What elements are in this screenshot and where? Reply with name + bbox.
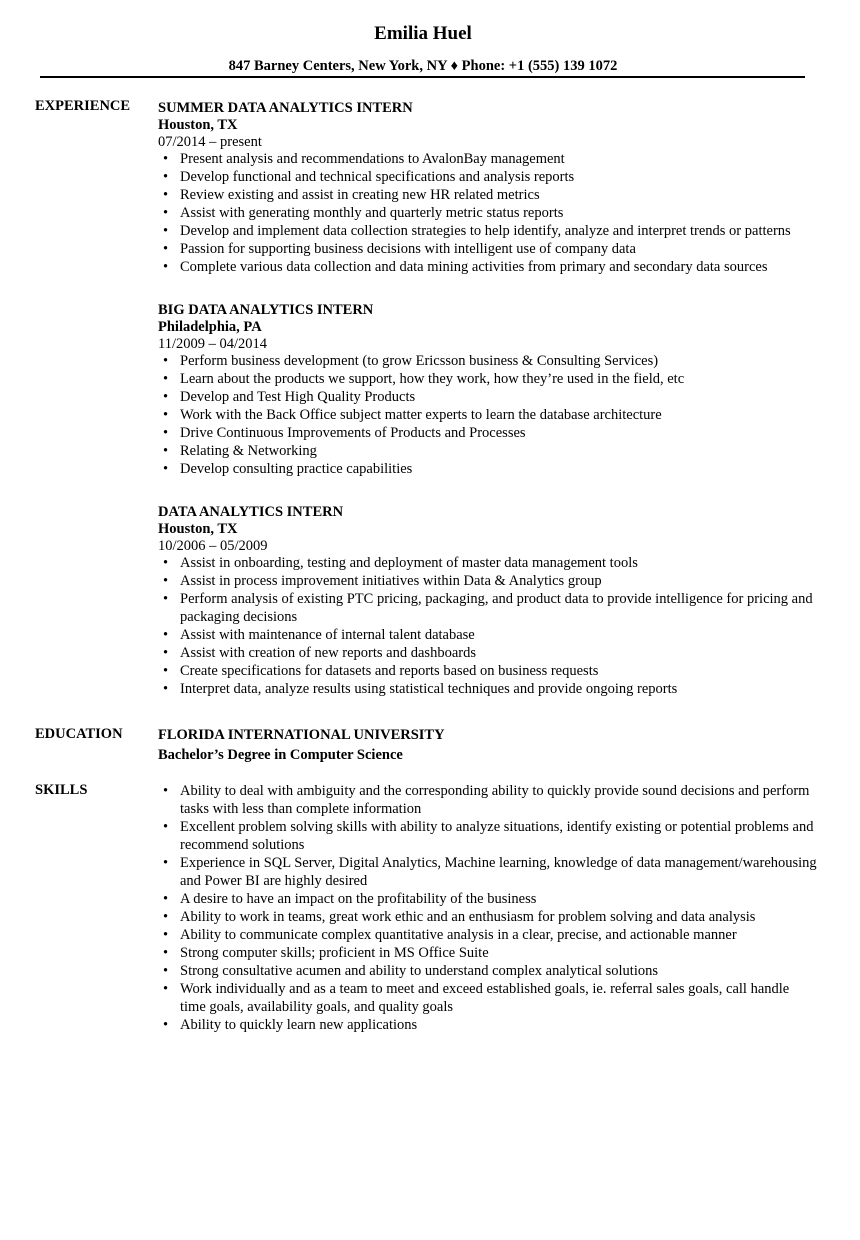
job-title: DATA ANALYTICS INTERN [158,504,344,520]
bullet-item [158,186,818,204]
bullet-item [158,890,818,908]
bullet-text: Present analysis and recommendations to AvalonBay management [180,151,565,167]
bullet-text: Work with the Back Office subject matter experts to learn the database architecture [180,407,662,423]
bullet-text: Drive Continuous Improvements of Products and Processes [180,425,526,441]
bullet-icon: • [163,241,169,257]
bullet-text: Perform business development (to grow Ericsson business & Consulting Services) [180,353,659,369]
bullet-item [158,662,818,680]
bullet-text: Ability to quickly learn new applications [180,1017,418,1033]
bullet-item [158,370,818,388]
header-divider [40,76,805,78]
education-entry [158,725,818,765]
bullet-item [158,442,818,460]
bullet-text: Ability to communicate complex quantitative analysis in a clear, precise, and actionable manner [180,927,737,943]
job-bullets [158,554,818,698]
bullet-icon: • [163,981,169,997]
bullet-icon: • [163,371,169,387]
job-big-data-analytics-intern [158,301,818,478]
bullet-item [158,388,818,406]
bullet-icon: • [163,151,169,167]
bullet-icon: • [163,187,169,203]
bullet-icon: • [163,353,169,369]
bullet-icon: • [163,927,169,943]
bullet-icon: • [163,555,169,571]
bullet-item [158,644,818,662]
bullet-item [158,460,818,478]
bullet-text: Develop functional and technical specifications and analysis reports [180,169,575,185]
bullet-text: Excellent problem solving skills with ability to analyze situations, identify existing or potential problems and recommend solutions [180,819,814,853]
bullet-text: Interpret data, analyze results using statistical techniques and provide ongoing reports [180,681,678,697]
bullet-icon: • [163,681,169,697]
bullet-text: Perform analysis of existing PTC pricing, packaging, and product data to provide intelligence for pricing and packaging decisions [180,591,813,625]
bullet-item [158,1016,818,1034]
bullet-icon: • [163,819,169,835]
school-name: FLORIDA INTERNATIONAL UNIVERSITY [158,727,445,743]
bullet-item [158,926,818,944]
job-title: SUMMER DATA ANALYTICS INTERN [158,100,413,116]
bullet-icon: • [163,259,169,275]
job-data-analytics-intern [158,503,818,698]
bullet-item [158,944,818,962]
bullet-icon: • [163,461,169,477]
bullet-item [158,352,818,370]
bullet-item [158,962,818,980]
bullet-icon: • [163,389,169,405]
bullet-item [158,406,818,424]
bullet-icon: • [163,443,169,459]
job-location: Houston, TX [158,117,238,133]
bullet-text: Develop and Test High Quality Products [180,389,416,405]
bullet-text: Work individually and as a team to meet and exceed established goals, ie. referral sales goals, call handle time goals, availability goals, and quality goals [180,981,790,1015]
bullet-text: Assist with creation of new reports and dashboards [180,645,476,661]
bullet-text: Strong computer skills; proficient in MS Office Suite [180,945,489,961]
bullet-text: Review existing and assist in creating new HR related metrics [180,187,540,203]
bullet-icon: • [163,963,169,979]
bullet-icon: • [163,1017,169,1033]
job-bullets [158,150,818,276]
bullet-item [158,590,818,626]
bullet-item [158,572,818,590]
bullet-text: Passion for supporting business decisions with intelligent use of company data [180,241,636,257]
education-label: EDUCATION [35,726,123,742]
bullet-icon: • [163,205,169,221]
bullet-item [158,150,818,168]
bullet-text: Assist in process improvement initiatives within Data & Analytics group [180,573,602,589]
bullet-item [158,168,818,186]
bullet-item [158,854,818,890]
bullet-item [158,626,818,644]
bullet-item [158,980,818,1016]
bullet-text: Ability to deal with ambiguity and the corresponding ability to quickly provide sound decisions and perform tasks with less than complete information [180,783,810,817]
bullet-text: Experience in SQL Server, Digital Analytics, Machine learning, knowledge of data management/warehousing and Power BI are highly desired [180,855,817,889]
bullet-item [158,222,818,240]
bullet-text: Assist with generating monthly and quarterly metric status reports [180,205,564,221]
skills-bullets [158,782,818,1034]
skills-entry [158,782,818,1034]
job-location: Philadelphia, PA [158,319,262,335]
bullet-text: Develop and implement data collection strategies to help identify, analyze and interpret trends or patterns [180,223,791,239]
job-summer-data-analytics-intern [158,99,818,276]
bullet-icon: • [163,663,169,679]
bullet-icon: • [163,855,169,871]
bullet-item [158,424,818,442]
bullet-text: Ability to work in teams, great work ethic and an enthusiasm for problem solving and data analysis [180,909,756,925]
bullet-icon: • [163,223,169,239]
job-title: BIG DATA ANALYTICS INTERN [158,302,374,318]
job-dates: 10/2006 – 05/2009 [158,538,268,554]
bullet-icon: • [163,627,169,643]
experience-label: EXPERIENCE [35,98,131,114]
bullet-item [158,204,818,222]
degree: Bachelor’s Degree in Computer Science [158,747,403,763]
bullet-text: Create specifications for datasets and reports based on business requests [180,663,599,679]
bullet-item [158,782,818,818]
bullet-text: Complete various data collection and data mining activities from primary and secondary data sources [180,259,768,275]
bullet-item [158,818,818,854]
job-location: Houston, TX [158,521,238,537]
bullet-item [158,258,818,276]
bullet-icon: • [163,783,169,799]
job-bullets [158,352,818,478]
bullet-icon: • [163,169,169,185]
bullet-icon: • [163,591,169,607]
job-dates: 07/2014 – present [158,134,262,150]
bullet-item [158,908,818,926]
skills-label: SKILLS [35,782,88,798]
bullet-text: A desire to have an impact on the profitability of the business [180,891,537,907]
bullet-text: Assist with maintenance of internal talent database [180,627,475,643]
bullet-text: Assist in onboarding, testing and deployment of master data management tools [180,555,638,571]
bullet-item [158,240,818,258]
bullet-icon: • [163,891,169,907]
bullet-icon: • [163,407,169,423]
bullet-icon: • [163,945,169,961]
bullet-item [158,554,818,572]
candidate-name: Emilia Huel [374,23,472,44]
bullet-text: Relating & Networking [180,443,317,459]
bullet-icon: • [163,645,169,661]
bullet-item [158,680,818,698]
bullet-icon: • [163,573,169,589]
bullet-text: Develop consulting practice capabilities [180,461,413,477]
bullet-icon: • [163,425,169,441]
job-dates: 11/2009 – 04/2014 [158,336,268,352]
bullet-text: Learn about the products we support, how they work, how they’re used in the field, etc [180,371,685,387]
contact-line: 847 Barney Centers, New York, NY ♦ Phone: +1 (555) 139 1072 [228,58,618,74]
bullet-text: Strong consultative acumen and ability to understand complex analytical solutions [180,963,658,979]
bullet-icon: • [163,909,169,925]
